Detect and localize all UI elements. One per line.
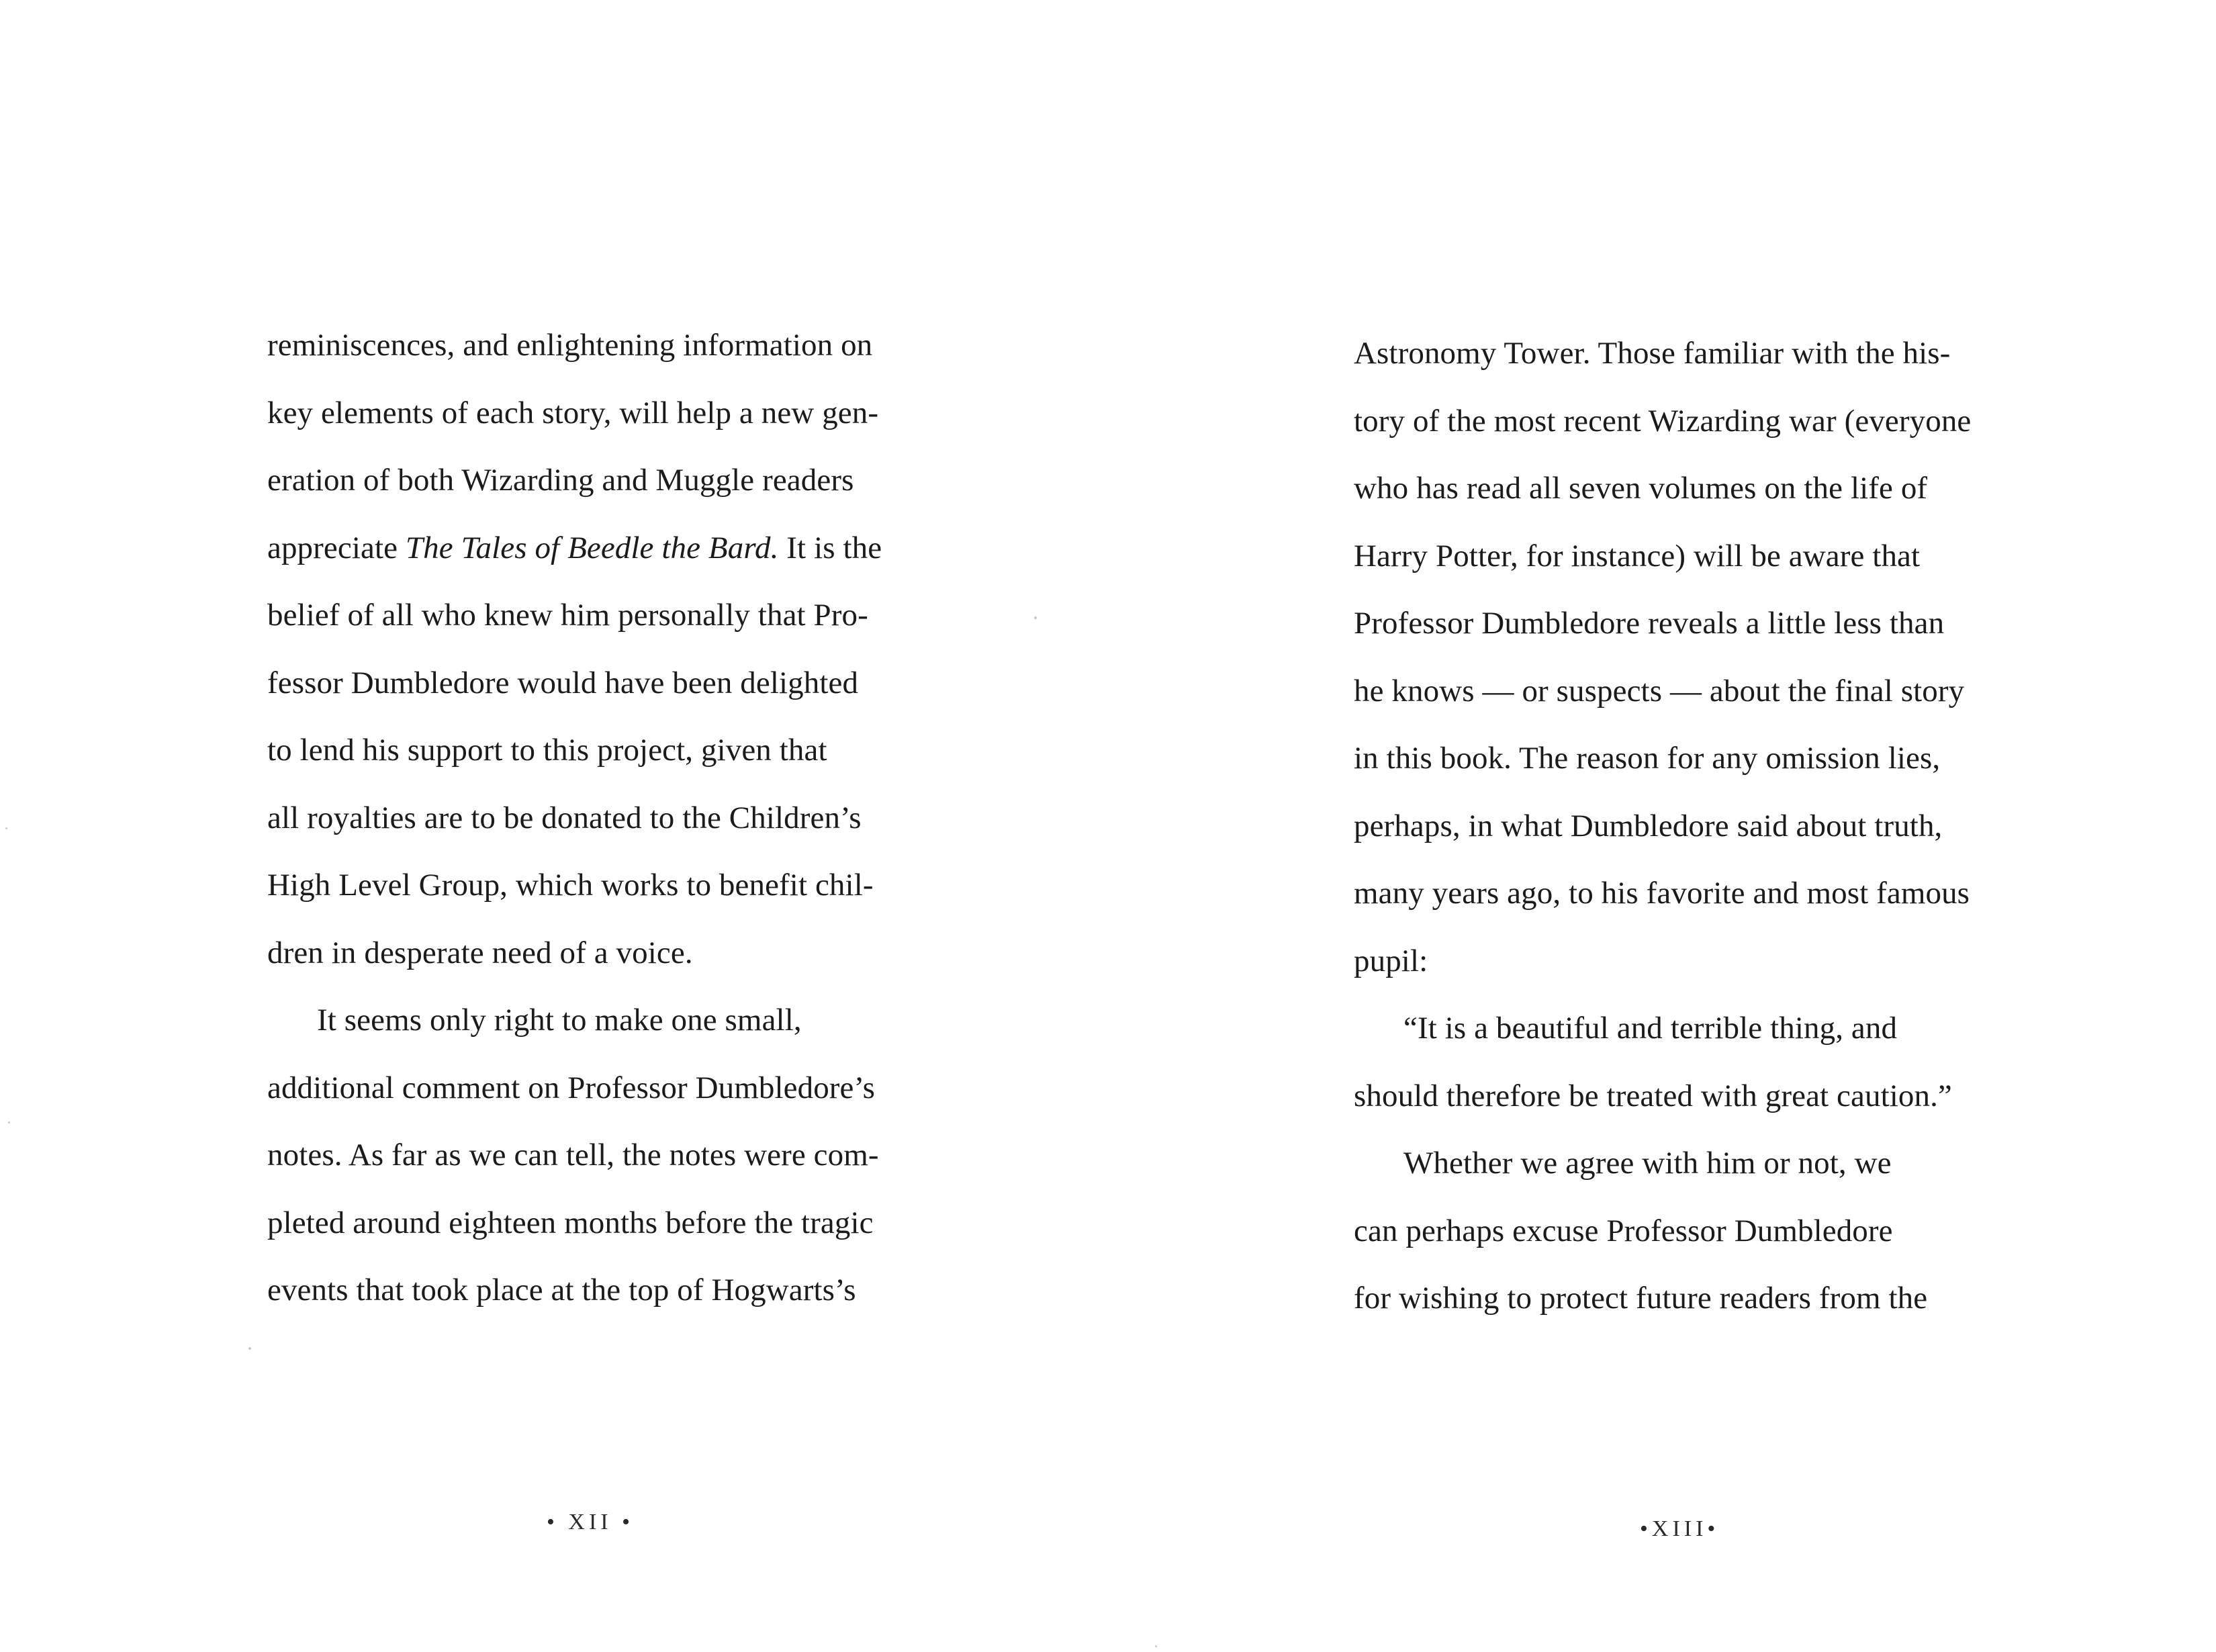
text-line: events that took place at the top of Hogwarts’s (267, 1273, 856, 1307)
text-line: in this book. The reason for any omission lies, (1354, 741, 1941, 776)
text-line: perhaps, in what Dumbledore said about truth, (1354, 808, 1943, 843)
text-line: pupil: (1354, 943, 1428, 978)
text-line: to lend his support to this project, given that (267, 733, 827, 768)
text-line: belief of all who knew him personally that Pro- (267, 598, 868, 633)
text-line: he knows — or suspects — about the final story (1354, 673, 1965, 708)
right-page (1108, 0, 2216, 1652)
text-line: for wishing to protect future readers from the (1354, 1281, 1928, 1316)
quote-line: should therefore be treated with great caution.” (1354, 1078, 1952, 1113)
text-line: all royalties are to be donated to the Children’s (267, 800, 862, 835)
text-line: fessor Dumbledore would have been delighted (267, 665, 859, 700)
text-line: reminiscences, and enlightening information on (267, 328, 873, 363)
text-line: tory of the most recent Wizarding war (everyone (1354, 403, 1972, 439)
text-line: Professor Dumbledore reveals a little less than (1354, 606, 1945, 641)
book-title: The Tales of Beedle the Bard. (405, 530, 779, 565)
text-line: many years ago, to his favorite and most famous (1354, 876, 1970, 911)
text-line: High Level Group, which works to benefit chil- (267, 868, 874, 903)
text-fragment: appreciate (267, 530, 406, 565)
text-line: eration of both Wizarding and Muggle readers (267, 463, 854, 498)
left-page-text (267, 312, 972, 1324)
page-number: •XIII• (1640, 1516, 1720, 1541)
text-line: who has read all seven volumes on the life of (1354, 471, 1928, 506)
text-line: can perhaps excuse Professor Dumbledore (1354, 1213, 1893, 1248)
text-line: dren in desperate need of a voice. (267, 935, 693, 970)
text-line-paragraph-start: It seems only right to make one small, (317, 1003, 802, 1038)
text-fragment: It is the (778, 530, 882, 565)
text-line-with-title (267, 514, 972, 582)
text-line: key elements of each story, will help a new gen- (267, 395, 879, 430)
text-line-paragraph-start: Whether we agree with him or not, we (1403, 1146, 1892, 1181)
text-line: notes. As far as we can tell, the notes were com- (267, 1138, 879, 1173)
text-line: Harry Potter, for instance) will be aware that (1354, 538, 1921, 573)
page-number: • XII • (547, 1510, 635, 1534)
quote-line: “It is a beautiful and terrible thing, and (1403, 1011, 1898, 1046)
text-line: additional comment on Professor Dumbledore’s (267, 1070, 876, 1105)
right-page-text (1354, 320, 2079, 1332)
text-line: Astronomy Tower. Those familiar with the his- (1354, 336, 1951, 371)
text-line: pleted around eighteen months before the tragic (267, 1205, 874, 1240)
